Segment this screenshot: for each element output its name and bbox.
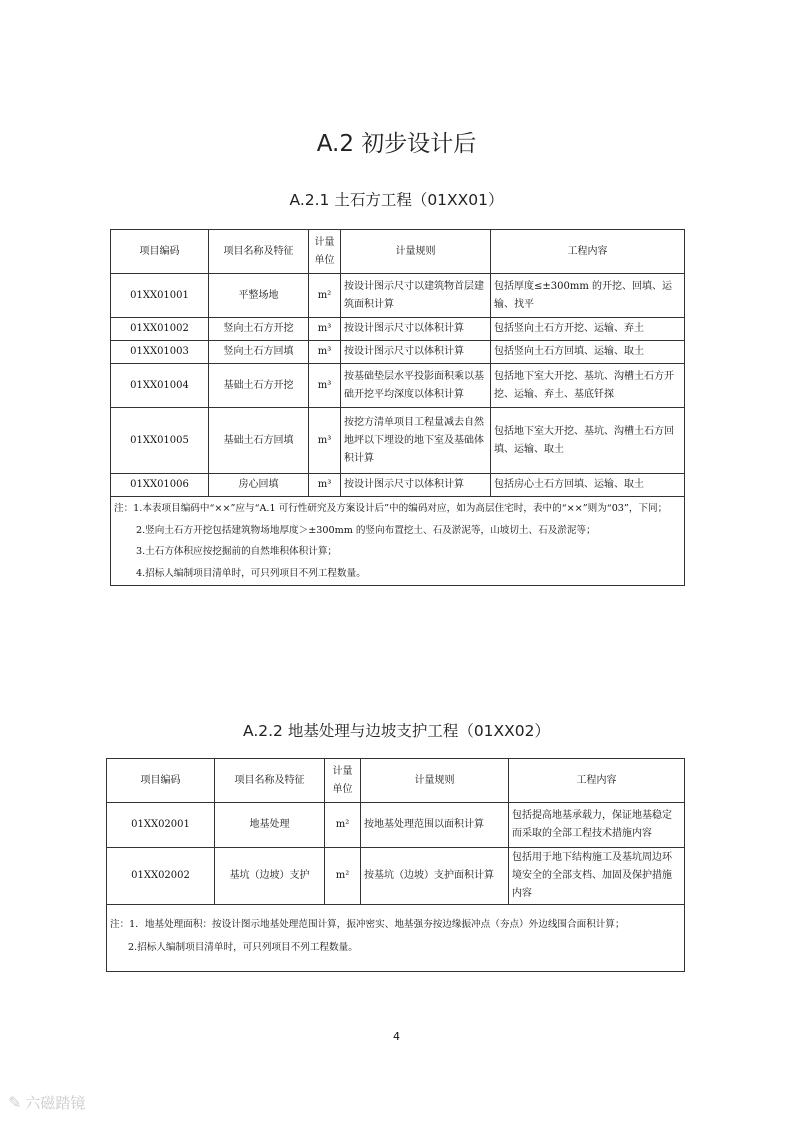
foundation-table [106,758,685,972]
table-row [107,848,685,905]
row-content: 包括房心土石方回填、运输、取土 [491,474,685,497]
note-1: 注：1．地基处理面积：按设计图示地基处理范围计算，振冲密实、地基强夯按边缘振冲点（夯点）外边线围合面积计算； [110,919,625,930]
row-rule: 按基础垫层水平投影面积乘以基础开挖平均深度以体积计算 [341,364,491,408]
table-header-row [107,759,685,803]
row-name: 基础土石方回填 [209,408,309,474]
header-content: 工程内容 [491,230,685,274]
section-title-earthwork: A.2.1 土石方工程（01XX01） [289,191,504,209]
row-unit: m³ [309,474,341,497]
row-rule: 按设计图示尺寸以建筑物首层建筑面积计算 [341,274,491,318]
row-code: 01XX01005 [111,408,209,474]
row-content: 包括竖向土石方开挖、运输、弃土 [491,318,685,341]
row-unit: m³ [309,408,341,474]
row-code: 01XX01002 [111,318,209,341]
header-rule: 计量规则 [361,759,509,803]
table-row [111,408,685,474]
row-name: 基坑（边坡）支护 [215,848,325,905]
table-row [111,318,685,341]
header-content: 工程内容 [509,759,685,803]
header-code: 项目编码 [107,759,215,803]
row-code: 01XX01004 [111,364,209,408]
row-content: 包括用于地下结构施工及基坑周边环境安全的全部支档、加固及保护措施内容 [509,848,685,905]
row-code: 01XX01001 [111,274,209,318]
row-rule: 按地基处理范围以面积计算 [361,803,509,848]
row-unit: m³ [309,318,341,341]
row-rule: 按挖方清单项目工程量减去自然地坪以下埋设的地下室及基础体积计算 [341,408,491,474]
row-name: 平整场地 [209,274,309,318]
row-content: 包括竖向土石方回填、运输、取土 [491,341,685,364]
section-title-foundation: A.2.2 地基处理与边坡支护工程（01XX02） [242,722,551,740]
row-name: 基础土石方开挖 [209,364,309,408]
row-rule: 按设计图示尺寸以体积计算 [341,341,491,364]
row-name: 竖向土石方回填 [209,341,309,364]
table-row [107,803,685,848]
row-code: 01XX01006 [111,474,209,497]
table-header-row [111,230,685,274]
header-unit: 计量单位 [309,230,341,274]
row-content: 包括厚度≤±300mm 的开挖、回填、运输、找平 [491,274,685,318]
row-code: 01XX02002 [107,848,215,905]
note-2: 2.招标人编制项目清单时，可只列项目不列工程数量。 [128,942,358,953]
notes-row [107,905,685,972]
note-3: 3.土石方体积应按挖掘前的自然堆积体积计算； [136,546,338,557]
row-name: 房心回填 [209,474,309,497]
row-name: 地基处理 [215,803,325,848]
row-unit: m³ [309,341,341,364]
table-row [111,364,685,408]
row-name: 竖向土石方开挖 [209,318,309,341]
row-unit: m³ [309,364,341,408]
notes-cell [107,905,685,972]
row-content: 包括提高地基承载力，保证地基稳定而采取的全部工程技术措施内容 [509,803,685,848]
notes-row [111,497,685,586]
table-row [111,341,685,364]
header-name: 项目名称及特征 [209,230,309,274]
earthwork-table [110,229,685,586]
header-unit: 计量单位 [325,759,361,803]
watermark-logo-icon: ✎ [8,1093,22,1112]
table-row [111,474,685,497]
row-content: 包括地下室大开挖、基坑、沟槽土石方开挖、运输、弃土、基底钎探 [491,364,685,408]
header-rule: 计量规则 [341,230,491,274]
row-rule: 按设计图示尺寸以体积计算 [341,474,491,497]
row-rule: 按设计图示尺寸以体积计算 [341,318,491,341]
table-row [111,274,685,318]
header-code: 项目编码 [111,230,209,274]
note-4: 4.招标人编制项目清单时，可只列项目不列工程数量。 [136,567,366,579]
row-unit: m² [325,848,361,905]
row-content: 包括地下室大开挖、基坑、沟槽土石方回填、运输、取土 [491,408,685,474]
watermark-text: 六磁踏镜 [25,1094,86,1112]
row-code: 01XX02001 [107,803,215,848]
header-name: 项目名称及特征 [215,759,325,803]
page-number: 4 [393,1030,400,1043]
note-2: 2.竖向土石方开挖包括建筑物场地厚度＞±300mm 的竖向布置挖土、石及淤泥等，山坡切土、石及淤泥等； [136,524,596,536]
watermark [8,1092,85,1113]
row-rule: 按基坑（边坡）支护面积计算 [361,848,509,905]
notes-cell [111,497,685,586]
row-code: 01XX01003 [111,341,209,364]
row-unit: m² [309,274,341,318]
note-1: 注：1.本表项目编码中“××”应与“A.1 可行性研究及方案设计后”中的编码对应，如为高层住宅时，表中的“××”则为“03”，下同； [114,503,668,514]
row-unit: m² [325,803,361,848]
page-title: A.2 初步设计后 [316,131,477,157]
